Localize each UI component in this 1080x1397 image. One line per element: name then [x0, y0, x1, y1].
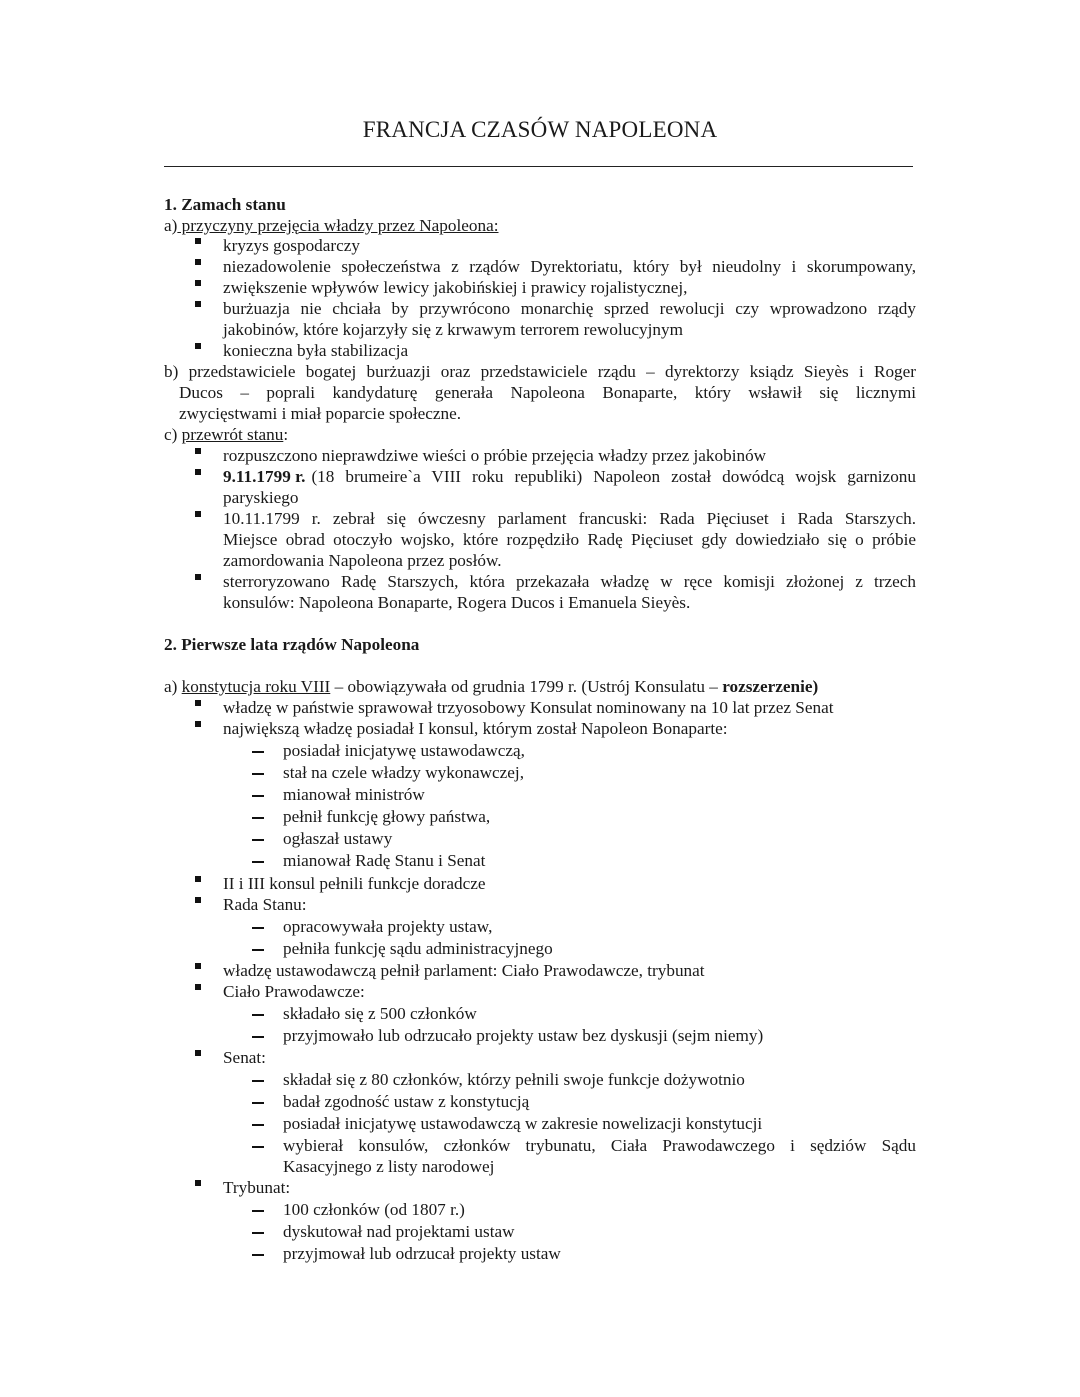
list-item-continuation: zamordowania Napoleona przez posłów.: [223, 551, 502, 570]
dash-icon: [252, 1036, 264, 1038]
bullet-icon: [195, 963, 201, 969]
bullet-icon: [195, 700, 201, 706]
sub-list-item: mianował Radę Stanu i Senat: [283, 851, 486, 870]
section-1b-line: b) przedstawiciele bogatej burżuazji oraz przedstawiciele rządu – dyrektorzy ksiądz Sieyès i Roger: [164, 362, 916, 381]
sub-list-item: przyjmowało lub odrzucało projekty ustaw bez dyskusji (sejm niemy): [283, 1026, 764, 1045]
bullet-icon: [195, 984, 201, 990]
dash-icon: [252, 1102, 264, 1104]
sub-list-item: dyskutował nad projektami ustaw: [283, 1222, 515, 1241]
list-item: niezadowolenie społeczeństwa z rządów Dyrektoriatu, który był nieudolny i skorumpowany,: [223, 257, 916, 276]
section-1c-label: przewrót stanu: [181, 425, 284, 444]
sub-list-item: 100 członków (od 1807 r.): [283, 1200, 465, 1219]
dash-icon: [252, 1146, 264, 1148]
sub-list-item: pełnił funkcję głowy państwa,: [283, 807, 491, 826]
section-1b-line: zwycięstwami i miał poparcie społeczne.: [179, 404, 462, 423]
sub-list-item: składało się z 500 członków: [283, 1004, 477, 1023]
list-item: konieczna była stabilizacja: [223, 341, 409, 360]
bullet-icon: [195, 238, 201, 244]
section-1-heading: 1. Zamach stanu: [164, 195, 286, 214]
dash-icon: [252, 817, 264, 819]
section-2a-line: [164, 676, 818, 697]
bullet-icon: [195, 897, 201, 903]
list-item: sterroryzowano Radę Starszych, która przekazała władzę w ręce komisji złożonej z trzech: [223, 572, 916, 591]
section-1a-prefix: a): [164, 216, 178, 235]
bullet-icon: [195, 876, 201, 882]
section-1c-line: [164, 424, 288, 445]
date-bold: 9.11.1799 r.: [223, 467, 306, 486]
section-2-heading: 2. Pierwsze lata rządów Napoleona: [164, 635, 420, 654]
list-item-continuation: jakobinów, które kojarzyły się z krwawym terrorem rewolucyjnym: [223, 320, 683, 339]
list-item: burżuazja nie chciała by przywrócono monarchię sprzed rewolucji czy wprowadzono rządy: [223, 299, 916, 318]
bullet-icon: [195, 469, 201, 475]
sub-list-item: ogłaszał ustawy: [283, 829, 393, 848]
sub-list-item: mianował ministrów: [283, 785, 425, 804]
list-item: Rada Stanu:: [223, 895, 307, 914]
section-1a-line: [164, 215, 499, 236]
sub-list-item: wybierał konsulów, członków trybunatu, Ciała Prawodawczego i sędziów Sądu: [283, 1136, 916, 1155]
section-1c-prefix: c): [164, 425, 182, 444]
dash-icon: [252, 751, 264, 753]
sub-list-item: posiadał inicjatywę ustawodawczą w zakresie nowelizacji konstytucji: [283, 1114, 763, 1133]
sub-list-item: stał na czele władzy wykonawczej,: [283, 763, 524, 782]
section-2a-prefix: a): [164, 677, 182, 696]
sub-list-item: badał zgodność ustaw z konstytucją: [283, 1092, 530, 1111]
list-item: władzę ustawodawczą pełnił parlament: Ciało Prawodawcze, trybunat: [223, 961, 705, 980]
list-item-continuation: Miejsce obrad otoczyło wojsko, które rozpędziło Radę Pięciuset gdy dowiedziało się o próbie: [223, 530, 916, 549]
list-item: zwiększenie wpływów lewicy jakobińskiej i prawicy rojalistycznej,: [223, 278, 688, 297]
list-item: rozpuszczono nieprawdziwe wieści o próbie przejęcia władzy przez jakobinów: [223, 446, 767, 465]
list-item: Trybunat:: [223, 1178, 291, 1197]
list-item-continuation: konsulów: Napoleona Bonaparte, Rogera Ducos i Emanuela Sieyès.: [223, 593, 691, 612]
document-title: FRANCJA CZASÓW NAPOLEONA: [362, 117, 718, 142]
list-item-continuation: paryskiego: [223, 488, 299, 507]
list-item: największą władzę posiadał I konsul, którym został Napoleon Bonaparte:: [223, 719, 728, 738]
dash-icon: [252, 1080, 264, 1082]
list-item: 10.11.1799 r. zebrał się ówczesny parlament francuski: Rada Pięciuset i Rada Starszych.: [223, 509, 916, 528]
bullet-icon: [195, 574, 201, 580]
dash-icon: [252, 861, 264, 863]
bullet-icon: [195, 1180, 201, 1186]
sub-list-item: składał się z 80 członków, którzy pełnili swoje funkcje dożywotnio: [283, 1070, 745, 1089]
list-item: Senat:: [223, 1048, 266, 1067]
dash-icon: [252, 1232, 264, 1234]
sub-list-item-continuation: Kasacyjnego z listy narodowej: [283, 1157, 495, 1176]
list-item: Ciało Prawodawcze:: [223, 982, 365, 1001]
dash-icon: [252, 949, 264, 951]
dash-icon: [252, 839, 264, 841]
section-2a-text: – obowiązywała od grudnia 1799 r. (Ustrój Konsulatu –: [330, 677, 723, 696]
dash-icon: [252, 1124, 264, 1126]
list-item: [223, 466, 916, 487]
bullet-icon: [195, 511, 201, 517]
dash-icon: [252, 1210, 264, 1212]
section-2a-bold: rozszerzenie): [722, 677, 819, 696]
bullet-icon: [195, 280, 201, 286]
list-item: II i III konsul pełnili funkcje doradcze: [223, 874, 486, 893]
bullet-icon: [195, 721, 201, 727]
bullet-icon: [195, 1050, 201, 1056]
list-item: kryzys gospodarczy: [223, 236, 360, 255]
sub-list-item: przyjmował lub odrzucał projekty ustaw: [283, 1244, 561, 1263]
sub-list-item: posiadał inicjatywę ustawodawczą,: [283, 741, 525, 760]
list-item: władzę w państwie sprawował trzyosobowy Konsulat nominowany na 10 lat przez Senat: [223, 698, 834, 717]
dash-icon: [252, 1254, 264, 1256]
dash-icon: [252, 773, 264, 775]
section-2a-label: konstytucja roku VIII: [181, 677, 331, 696]
section-1b-line: Ducos – poprali kandydaturę generała Napoleona Bonaparte, który wsławił się licznymi: [179, 383, 916, 402]
bullet-icon: [195, 259, 201, 265]
bullet-icon: [195, 343, 201, 349]
section-1a-label: przyczyny przejęcia władzy przez Napoleona:: [177, 216, 499, 235]
sub-list-item: opracowywała projekty ustaw,: [283, 917, 493, 936]
dash-icon: [252, 927, 264, 929]
list-item-text: (18 brumeire`a VIII roku republiki) Napoleon został dowódcą wojsk garnizonu: [311, 467, 916, 486]
sub-list-item: pełniła funkcję sądu administracyjnego: [283, 939, 553, 958]
title-underline: [164, 166, 913, 167]
bullet-icon: [195, 301, 201, 307]
section-1c-colon: :: [283, 425, 289, 444]
dash-icon: [252, 795, 264, 797]
dash-icon: [252, 1014, 264, 1016]
bullet-icon: [195, 448, 201, 454]
